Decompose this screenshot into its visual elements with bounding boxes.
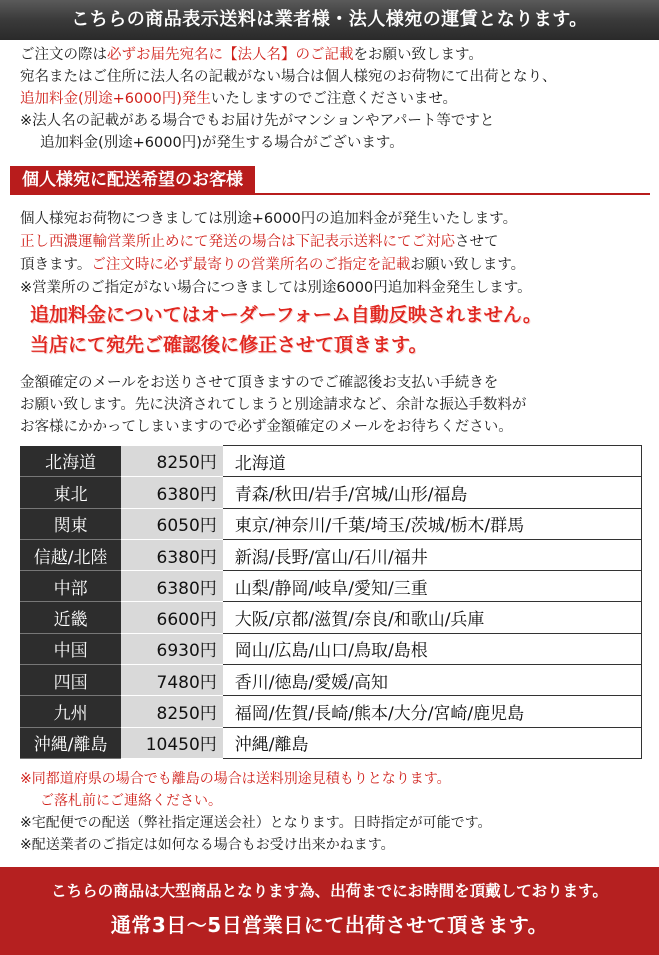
region-cell: 関東 xyxy=(20,508,121,539)
header-title: こちらの商品表示送料は業者様・法人様宛の運賃となります。 xyxy=(71,9,588,30)
prefectures-cell: 福岡/佐賀/長崎/熊本/大分/宮崎/鹿児島 xyxy=(223,696,642,727)
notice-line-3: 頂きます。ご注文時に必ず最寄りの営業所名のご指定を記載お願い致します。 xyxy=(20,257,526,273)
individual-notice xyxy=(20,208,650,300)
region-cell: 中部 xyxy=(20,571,121,602)
foot-note-2: ご落札前にご連絡ください。 xyxy=(40,793,222,809)
prefectures-cell: 山梨/静岡/岐阜/愛知/三重 xyxy=(223,571,642,602)
price-cell: 6600円 xyxy=(121,602,223,633)
foot-note-1: ※同都道府県の場合でも離島の場合は送料別途見積もりとなります。 xyxy=(20,771,451,787)
region-cell: 沖縄/離島 xyxy=(20,727,121,758)
emphasis-line-2: 当店にて宛先ご確認後に修正させて頂きます。 xyxy=(30,334,428,356)
table-row xyxy=(20,602,642,633)
price-cell: 8250円 xyxy=(121,696,223,727)
intro-text xyxy=(20,44,650,154)
price-cell: 6380円 xyxy=(121,477,223,508)
table-row xyxy=(20,633,642,664)
notice-line-4: ※営業所のご指定がない場合につきましては別途6000円追加料金発生します。 xyxy=(20,280,532,296)
footer-banner xyxy=(0,867,659,955)
notice-line-1: 個人様宛お荷物につきましては別途+6000円の追加料金が発生いたします。 xyxy=(20,211,518,227)
price-cell: 6930円 xyxy=(121,633,223,664)
prefectures-cell: 岡山/広島/山口/鳥取/島根 xyxy=(223,633,642,664)
region-cell: 中国 xyxy=(20,633,121,664)
intro-line-2: 宛名またはご住所に法人名の記載がない場合は個人様宛のお荷物にて出荷となり、 xyxy=(20,69,557,85)
notice-line-2: 正し西濃運輸営業所止めにて発送の場合は下記表示送料にてご対応させて xyxy=(20,234,499,250)
footer-line-2: 通常3日～5日営業日にて出荷させて頂きます。 xyxy=(110,913,549,937)
table-row xyxy=(20,696,642,727)
price-cell: 6380円 xyxy=(121,571,223,602)
foot-notes xyxy=(20,768,650,856)
table-row xyxy=(20,571,642,602)
section-heading: 個人様宛に配送希望のお客様 xyxy=(10,166,255,194)
price-cell: 6050円 xyxy=(121,508,223,539)
foot-note-3: ※宅配便での配送（弊社指定運送会社）となります。日時指定が可能です。 xyxy=(20,815,492,831)
shipping-rate-table xyxy=(20,445,642,759)
intro-line-4: ※法人名の記載がある場合でもお届け先がマンションやアパート等ですと xyxy=(20,113,495,129)
region-cell: 近畿 xyxy=(20,602,121,633)
table-row xyxy=(20,477,642,508)
confirm-line-3: お客様にかかってしまいますので必ず金額確定のメールをお待ちください。 xyxy=(20,419,513,435)
region-cell: 北海道 xyxy=(20,446,121,477)
emphasis-warning xyxy=(30,300,650,360)
prefectures-cell: 沖縄/離島 xyxy=(223,727,642,758)
table-row xyxy=(20,446,642,477)
confirm-line-2: お願い致します。先に決済されてしまうと別途請求など、余計な振込手数料が xyxy=(20,397,527,413)
foot-note-4: ※配送業者のご指定は如何なる場合もお受け出来かねます。 xyxy=(20,837,395,853)
table-row xyxy=(20,539,642,570)
prefectures-cell: 新潟/長野/富山/石川/福井 xyxy=(223,539,642,570)
prefectures-cell: 青森/秋田/岩手/宮城/山形/福島 xyxy=(223,477,642,508)
prefectures-cell: 香川/徳島/愛媛/高知 xyxy=(223,665,642,696)
emphasis-line-1: 追加料金についてはオーダーフォーム自動反映されません。 xyxy=(30,304,542,326)
region-cell: 東北 xyxy=(20,477,121,508)
footer-line-1: こちらの商品は大型商品となります為、出荷までにお時間を頂戴しております。 xyxy=(51,882,608,900)
header-banner xyxy=(0,0,659,40)
confirm-text xyxy=(20,372,650,438)
price-cell: 6380円 xyxy=(121,539,223,570)
region-cell: 信越/北陸 xyxy=(20,539,121,570)
price-cell: 8250円 xyxy=(121,446,223,477)
region-cell: 九州 xyxy=(20,696,121,727)
prefectures-cell: 大阪/京都/滋賀/奈良/和歌山/兵庫 xyxy=(223,602,642,633)
intro-line-1: ご注文の際は必ずお届先宛名に【法人名】のご記載をお願い致します。 xyxy=(20,47,483,63)
price-cell: 7480円 xyxy=(121,665,223,696)
intro-line-3: 追加料金(別途+6000円)発生いたしますのでご注意くださいませ。 xyxy=(20,91,457,107)
section-divider xyxy=(10,193,650,195)
region-cell: 四国 xyxy=(20,665,121,696)
prefectures-cell: 東京/神奈川/千葉/埼玉/茨城/栃木/群馬 xyxy=(223,508,642,539)
prefectures-cell: 北海道 xyxy=(223,446,642,477)
table-row xyxy=(20,727,642,758)
confirm-line-1: 金額確定のメールをお送りさせて頂きますのでご確認後お支払い手続きを xyxy=(20,375,499,391)
intro-line-5: 追加料金(別途+6000円)が発生する場合がございます。 xyxy=(40,135,404,151)
table-row xyxy=(20,508,642,539)
table-row xyxy=(20,665,642,696)
price-cell: 10450円 xyxy=(121,727,223,758)
